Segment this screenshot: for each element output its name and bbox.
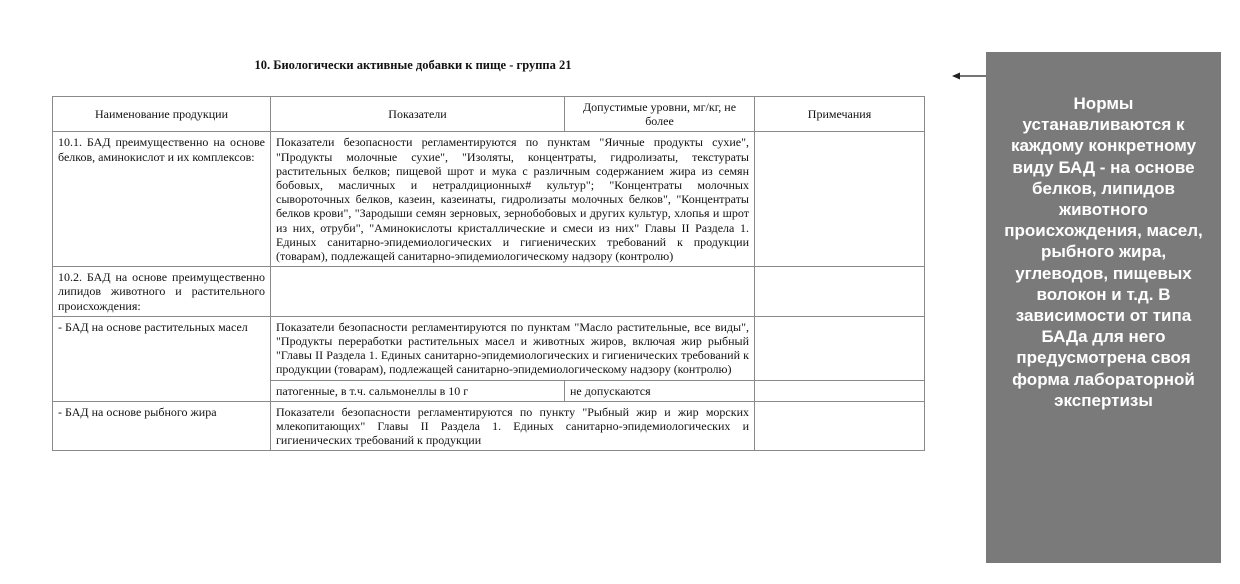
- notes-cell: [755, 380, 925, 401]
- indicators-cell: [271, 267, 755, 317]
- column-header-indicators: Показатели: [271, 97, 565, 132]
- table-row: [53, 401, 925, 451]
- annotation-text: Нормы устанавливаются к каждому конкретному виду БАД - на основе белков, липидов животного происхождения, масел, рыбного жира, углеводов, пищевых волокон и т.д. В зависимости от типа БАДа для него предусмотрена своя форма лабораторной экспертизы: [1004, 94, 1203, 410]
- table-row: [53, 316, 925, 380]
- table-header-row: [53, 97, 925, 132]
- notes-cell: [755, 132, 925, 267]
- product-name-cell: - БАД на основе растительных масел: [53, 316, 271, 401]
- product-name-cell: - БАД на основе рыбного жира: [53, 401, 271, 451]
- indicators-cell: Показатели безопасности регламентируются по пунктам "Масло растительные, все виды", "Продукты переработки растительных масел и животных жиров, включая жир рыбный "Главы II Раздела 1. Единых санитарно-эпидемиологических и гигиенических требований к продукции (товарам), подлежащей санитарно-эпидемиологическому надзору (контролю): [271, 316, 755, 380]
- norms-table: [52, 96, 925, 451]
- product-name-cell: 10.2. БАД на основе преимущественно липидов животного и растительного происхождения:: [53, 267, 271, 317]
- notes-cell: [755, 401, 925, 451]
- indicators-cell: Показатели безопасности регламентируются по пунктам "Яичные продукты сухие", "Продукты молочные сухие", "Изоляты, концентраты, гидролизаты, текстураты растительных белков; пищевой шрот и мука с различным содержанием жира из семян бобовых, масличных и нетралдиционных# культур"; "Концентраты молочных сывороточных белков, казеин, казеинаты, гидролизаты молочных белков", "Концентраты белков крови", "Зародыши семян зерновых, зернобобовых и других культур, хлопья и шрот из них, отруби", "Аминокислоты кристаллические и смеси из них" Главы II Раздела 1. Единых санитарно-эпидемиологических и гигиенических требований к продукции (товарам), подлежащей санитарно-эпидемиологическому надзору (контролю): [271, 132, 755, 267]
- notes-cell: [755, 316, 925, 380]
- column-header-levels: Допустимые уровни, мг/кг, не более: [565, 97, 755, 132]
- product-name-cell: 10.1. БАД преимущественно на основе белков, аминокислот и их комплексов:: [53, 132, 271, 267]
- annotation-box: [986, 52, 1221, 563]
- indicators-cell: Показатели безопасности регламентируются по пункту "Рыбный жир и жир морских млекопитающих" Главы II Раздела 1. Единых санитарно-эпидемиологических и гигиенических требований к продукции: [271, 401, 755, 451]
- document-title: 10. Биологически активные добавки к пище - группа 21: [254, 58, 572, 72]
- sub-indicator-cell: патогенные, в т.ч. сальмонеллы в 10 г: [271, 380, 565, 401]
- table-row: [53, 267, 925, 317]
- column-header-notes: Примечания: [755, 97, 925, 132]
- column-header-product: Наименование продукции: [53, 97, 271, 132]
- table-row: [53, 132, 925, 267]
- notes-cell: [755, 267, 925, 317]
- sub-level-cell: не допускаются: [565, 380, 755, 401]
